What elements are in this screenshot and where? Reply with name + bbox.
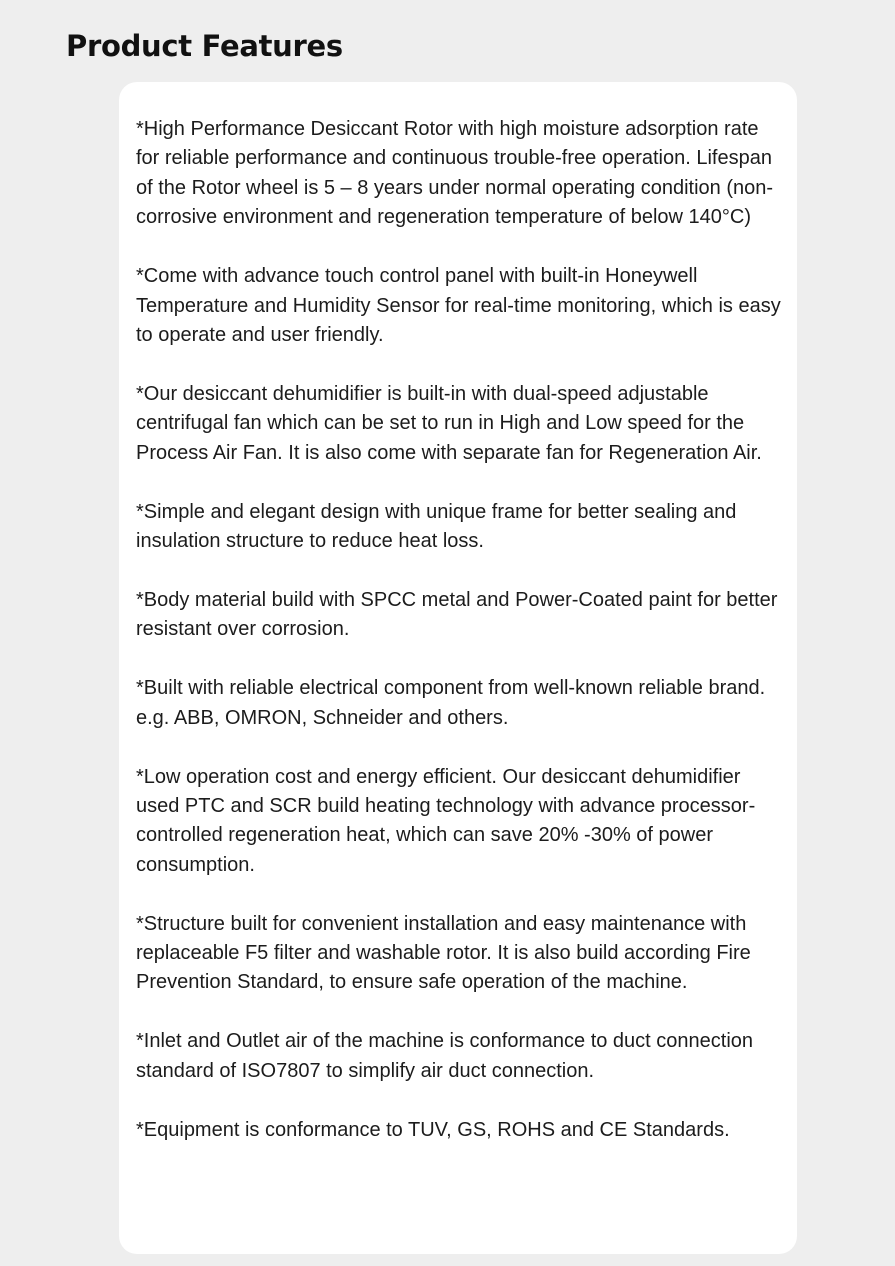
feature-touch-control-panel: *Come with advance touch control panel with built-in Honeywell Temperature and Humidity Sensor for real-time monitoring, which is easy to operate and user friendly. — [136, 265, 781, 346]
feature-dual-speed-fan: *Our desiccant dehumidifier is built-in with dual-speed adjustable centrifugal fan which can be set to run in High and Low speed for the Process Air Fan. It is also come with separate fan for Regeneration Air. — [136, 382, 762, 464]
features-card — [119, 82, 797, 1254]
feature-elegant-design: *Simple and elegant design with unique frame for better sealing and insulation structure to reduce heat loss. — [136, 500, 737, 552]
feature-electrical-components: *Built with reliable electrical component from well-known reliable brand. e.g. ABB, OMRON, Schneider and others. — [136, 677, 766, 729]
feature-desiccant-rotor: *High Performance Desiccant Rotor with high moisture adsorption rate for reliable performance and continuous trouble-free operation. Lifespan of the Rotor wheel is 5 – 8 years under normal operating condition (non-corrosive environment and regeneration temperature of below 140°C) — [136, 118, 774, 229]
feature-easy-maintenance: *Structure built for convenient installation and easy maintenance with replaceable F5 filter and washable rotor. It is also build according Fire Prevention Standard, to ensure safe operation of the machine. — [136, 912, 751, 994]
feature-standards-conformance: *Equipment is conformance to TUV, GS, ROHS and CE Standards. — [136, 1118, 730, 1141]
page-title: Product Features — [66, 29, 343, 63]
feature-duct-connection: *Inlet and Outlet air of the machine is conformance to duct connection standard of ISO7807 to simplify air duct connection. — [136, 1030, 754, 1082]
feature-energy-efficient: *Low operation cost and energy efficient. Our desiccant dehumidifier used PTC and SCR build heating technology with advance processor-controlled regeneration heat, which can save 20% -30% of power consumption. — [136, 765, 756, 876]
feature-body-material: *Body material build with SPCC metal and Power-Coated paint for better resistant over corrosion. — [136, 588, 778, 641]
